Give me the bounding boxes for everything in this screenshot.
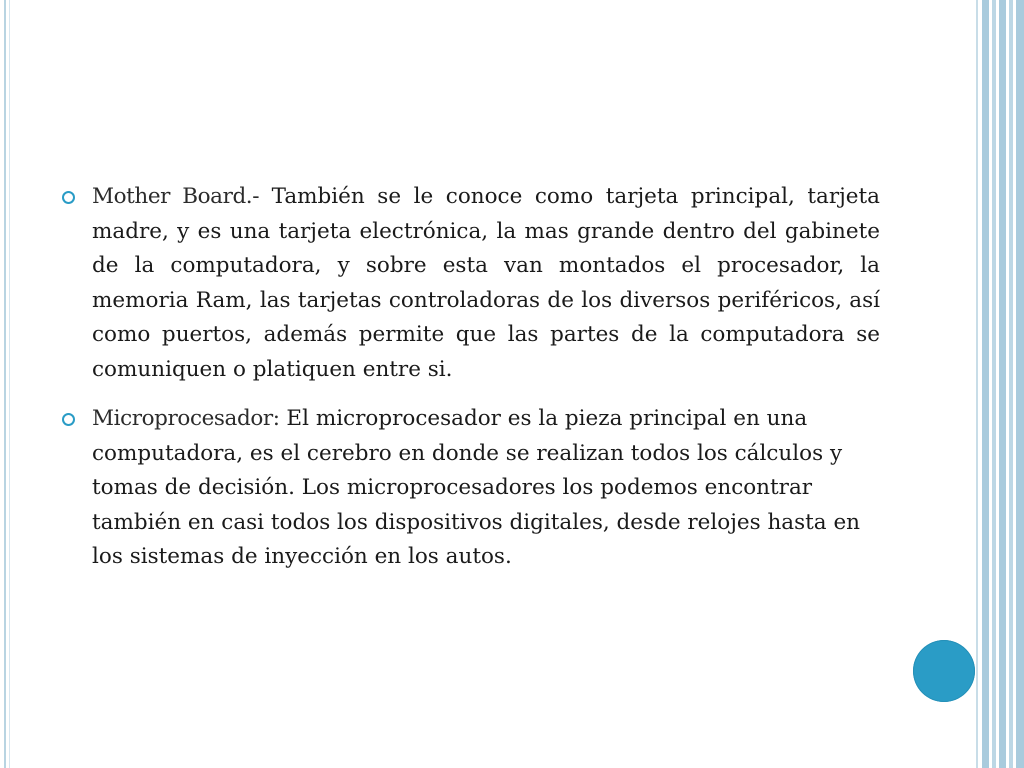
bullet-term: Mother Board.- <box>92 184 260 209</box>
left-frame-line <box>4 0 6 768</box>
bullet-text: El microprocesador es la pieza principal en una computadora, es el cerebro en donde se realizan todos los cálculos y tomas de decisión. Los microprocesadores los podemos encontrar también en casi todos los dispositivos digitales, desde relojes hasta en los sistemas de inyección en los autos. <box>92 406 861 569</box>
right-stripe <box>1016 0 1024 768</box>
bullet-term: Microprocesador: <box>92 406 280 431</box>
right-stripe <box>976 0 978 768</box>
bullet-ring-icon <box>62 413 75 426</box>
right-stripe <box>992 0 996 768</box>
right-stripe <box>1009 0 1013 768</box>
bullet-ring-icon <box>62 191 75 204</box>
left-frame-line-inner <box>9 0 10 768</box>
slide-content <box>62 180 880 590</box>
right-stripe <box>999 0 1006 768</box>
right-stripe <box>982 0 989 768</box>
bullet-mother-board <box>62 180 880 387</box>
bullet-text: También se le conoce como tarjeta principal, tarjeta madre, y es una tarjeta electrónica, la mas grande dentro del gabinete de la computadora, y sobre esta van montados el procesador, la memoria Ram, las tarjetas controladoras de los diversos periféricos, así como puertos, además permite que las partes de la computadora se comuniquen o platiquen entre si. <box>92 184 880 382</box>
decorative-circle <box>913 640 975 702</box>
bullet-microprocesador <box>62 402 880 575</box>
